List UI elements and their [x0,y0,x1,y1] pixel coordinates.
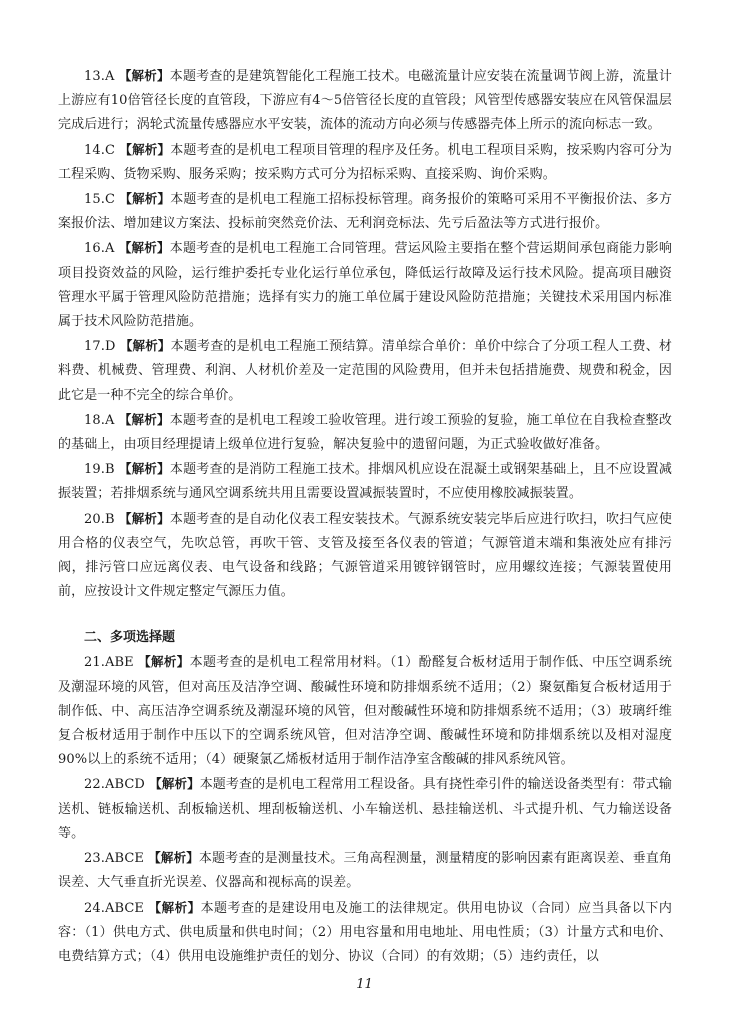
answer-number: 17.D [84,339,116,355]
answer-number: 21.ABE [84,655,134,671]
answer-text: 本题考查的是机电工程常用材料。（1）酚醛复合板材适用于制作低、中压空调系统及潮湿环境的风管，但对高压及洁净空调、酸碱性环境和防排烟系统不适用；（2）聚氨酯复合板材适用于制作低、中、高压洁净空调系统及潮湿环境的风管，但对酸碱性环境和防排烟系统不适用；（3）玻璃纤维复合板材适用于制作中压以下的空调系统风管，但对洁净空调、酸碱性环境和防排烟系统以及相对湿度90%以上的系统不适用；（4）硬聚氯乙烯板材适用于制作洁净室含酸碱的排风系统风管。 [58,655,672,768]
analysis-tag: 【解析】 [148,899,201,915]
answer-text: 本题考查的是机电工程施工合同管理。营运风险主要指在整个营运期间承包商能力影响项目投资效益的风险，运行维护委托专业化运行单位承包，降低运行故障及运行技术风险。提高项目融资管理水平属于管理风险防范措施；选择有实力的施工单位属于建设风险防范措施；关键技术采用国内标准属于技术风险防范措施。 [58,241,672,330]
answer-24 [58,896,672,970]
answer-18 [58,408,672,457]
analysis-tag: 【解析】 [119,461,170,477]
answer-number: 20.B [84,511,115,527]
answer-number: 18.A [84,412,115,428]
analysis-tag: 【解析】 [119,510,170,526]
analysis-tag: 【解析】 [148,850,199,866]
answer-13 [58,64,672,138]
answer-text: 本题考查的是建设用电及施工的法律规定。供用电协议（合同）应当具备以下内容：（1）供电方式、供电质量和供电时间；（2）用电容量和用电地址、用电性质；（3）计量方式和电价、电费结算方式；（4）供用电设施维护责任的划分、协议（合同）的有效期；（5）违约责任，以 [58,900,673,964]
answer-number: 24.ABCE [84,900,144,916]
answer-text: 本题考查的是机电工程项目管理的程序及任务。机电工程项目采购，按采购内容可分为工程采购、货物采购、服务采购；按采购方式可分为招标采购、直接采购、询价采购。 [58,142,672,182]
answer-number: 19.B [84,462,115,478]
answer-text: 本题考查的是机电工程竣工验收管理。进行竣工预验的复验，施工单位在自我检查整改的基础上，由项目经理提请上级单位进行复验，解决复验中的遗留问题，为正式验收做好准备。 [58,412,672,453]
answer-20 [58,507,672,605]
analysis-tag: 【解析】 [119,338,171,354]
answer-text: 本题考查的是消防工程施工技术。排烟风机应设在混凝土或钢架基础上，且不应设置减振装置；若排烟系统与通风空调系统共用且需要设置减振装置时，不应使用橡胶减振装置。 [58,462,672,502]
analysis-tag: 【解析】 [149,776,200,792]
answer-number: 16.A [84,241,115,257]
answer-23 [58,846,672,895]
answer-number: 15.C [84,192,116,208]
analysis-tag: 【解析】 [119,141,171,157]
page-content [58,64,672,969]
analysis-tag: 【解析】 [118,68,170,83]
answer-17 [58,334,672,408]
answer-text: 本题考查的是机电工程常用工程设备。具有挠性牵引件的输送设备类型有：带式输送机、链板输送机、刮板输送机、埋刮板输送机、小车输送机、悬挂输送机、斗式提升机、气力输送设备等。 [58,777,672,841]
section-gap [58,604,672,626]
answer-text: 本题考查的是测量技术。三角高程测量，测量精度的影响因素有距离误差、垂直角误差、大气垂直折光误差、仪器高和视标高的误差。 [58,851,672,891]
answer-number: 14.C [84,142,116,158]
analysis-tag: 【解析】 [119,191,171,207]
answer-text: 本题考查的是建筑智能化工程施工技术。电磁流量计应安装在流量调节阀上游，流量计上游应有10倍管径长度的直管段，下游应有4～5倍管径长度的直管段；风管型传感器安装应在风管保温层完成后进行；涡轮式流量传感器应水平安装，流体的流动方向必须与传感器壳体上所示的流向标志一致。 [58,69,672,133]
answer-number: 23.ABCE [84,851,144,867]
answer-number: 22.ABCD [84,777,145,793]
answer-19 [58,457,672,506]
page-number: 11 [356,977,373,992]
analysis-tag: 【解析】 [138,654,190,670]
analysis-tag: 【解析】 [118,411,170,427]
answer-text: 本题考查的是机电工程施工预结算。清单综合单价：单价中综合了分项工程人工费、材料费、机械费、管理费、利润、人材机价差及一定范围的风险费用，但并未包括措施费、规费和税金，因此它是一种不完全的综合单价。 [58,339,673,403]
answer-text: 本题考查的是自动化仪表工程安装技术。气源系统安装完毕后应进行吹扫，吹扫气应使用合格的仪表空气，先吹总管，再吹干管、支管及接至各仪表的管道；气源管道末端和集液处应有排污阀，排污管口应远离仪表、电气设备和线路；气源管道采用镀锌钢管时，应用螺纹连接；气源装置使用前，应按设计文件规定整定气源压力值。 [58,511,672,600]
section-title-multiple-choice: 二、多项选择题 [84,630,176,646]
answer-15 [58,187,672,236]
answer-22 [58,772,672,846]
answer-16 [58,236,672,334]
answer-number: 13.A [84,69,115,84]
analysis-tag: 【解析】 [118,240,170,256]
answer-21 [58,650,672,772]
answer-14 [58,138,672,187]
answer-text: 本题考查的是机电工程施工招标投标管理。商务报价的策略可采用不平衡报价法、多方案报价法、增加建议方案法、投标前突然竞价法、无利润竞标法、先亏后盈法等方式进行报价。 [58,192,672,232]
